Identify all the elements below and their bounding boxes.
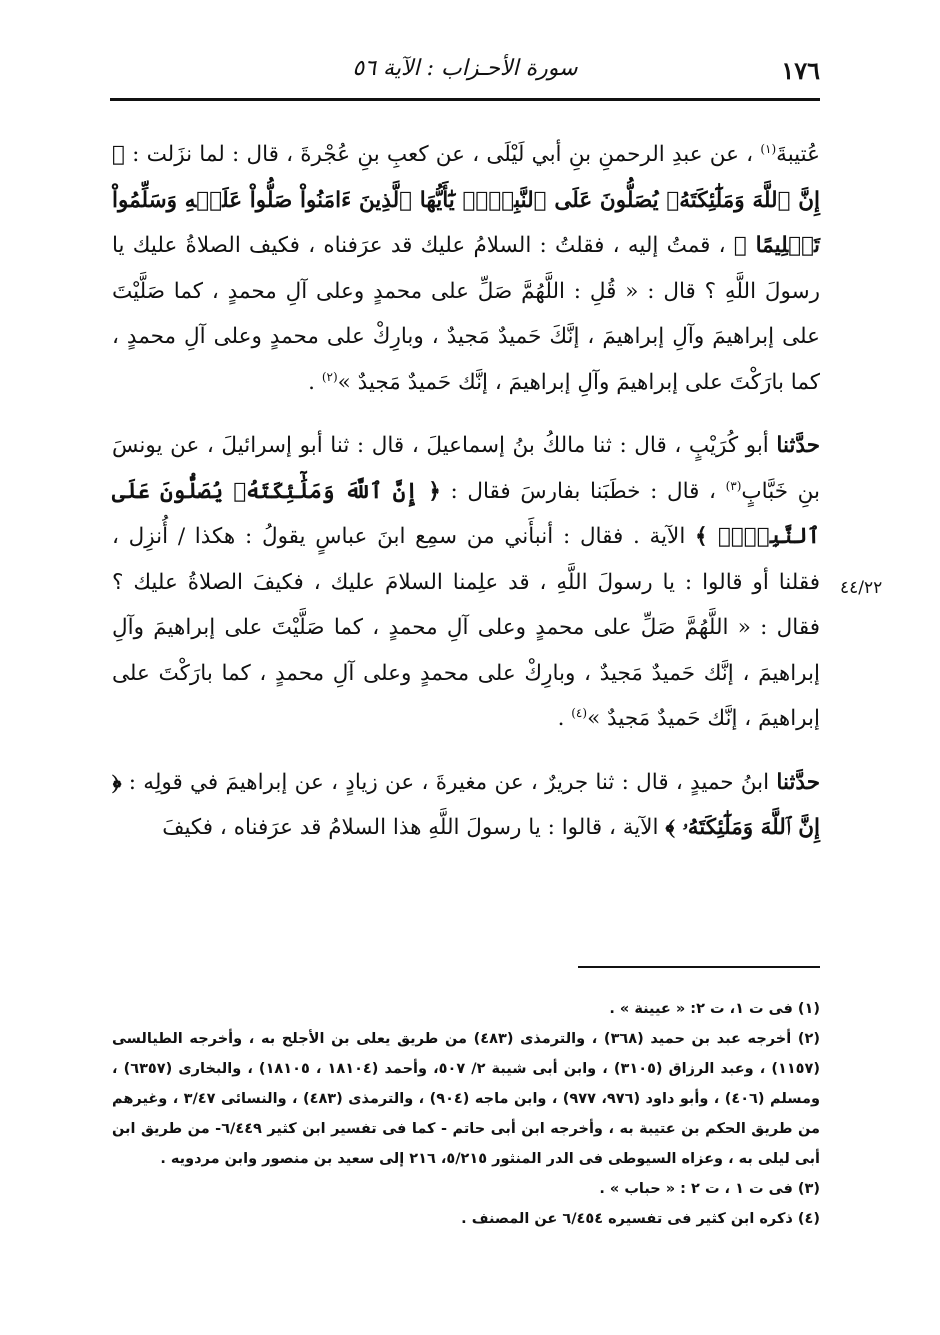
- footnote: (١) فى ت ١، ت ٢: « عيينة » .: [609, 1001, 820, 1017]
- running-title: سورة الأحـزاب : الآية ٥٦: [352, 56, 578, 81]
- paragraph: [112, 132, 820, 405]
- header-rule: [110, 98, 820, 101]
- paragraph-text: ، عن عبدِ الرحمنِ بنِ أبي لَيْلَى ، عن كعبِ بنِ عُجْرةَ ، قال : لما نزَلت :: [124, 142, 761, 167]
- paragraph-text: ابنُ حميدٍ ، قال : ثنا جريرٌ ، عن مغيرةَ ، عن زيادٍ ، عن إبراهيمَ في قولِه :: [121, 769, 777, 795]
- margin-reference: ٤٤/٢٢: [840, 578, 883, 598]
- paragraph-text: أبو كُرَيْبٍ ، قال : ثنا مالكُ بنُ إسماعيلَ ، قال : ثنا أبو إسرائيلَ ، عن يونسَ بنِ خَبَّابٍ: [112, 433, 820, 504]
- paragraph-text: .: [557, 706, 572, 731]
- footnote-marker: (٣): [725, 478, 742, 493]
- paragraph-text: .: [308, 369, 322, 395]
- footnote: (٢) أخرجه عبد بن حميد (٣٦٨) ، والترمذى (٤٨٣) من طريق يعلى بن الأجلح به ، وأخرجه الطيالسى (١١٥٧) ، وعبد الرزاق (٣١٠٥) ، وابن أبى شيبة ٢/ ٥٠٧، وأحمد (١٨١٠٤ ، ١٨١٠٥) ، والبخارى (٦٣٥٧) ، ومسلم (٤٠٦) ، وأبو داود (٩٧٦، ٩٧٧) ، وابن ماجه (٩٠٤) ، والترمذى (٤٨٣) ، والنسائى ٣/٤٧ ، وغيرهم من طريق الحكم بن عتيبة به ، وأخرجه ابن أبى حاتم - كما فى تفسير ابن كثير ٦/٤٤٩- من طريق ابن أبى ليلى به ، وعزاه السيوطى فى الدر المنثور ٥/٢١٥، ٢١٦ إلى سعيد بن منصور وابن مردويه .: [112, 1031, 821, 1167]
- quran-verse: ﴿ إِنَّ ٱللَّهَ وَمَلَٰٓئِكَتَهُۥ ﴾: [112, 769, 820, 840]
- hadith-lead-word: حدَّثنا: [776, 769, 820, 795]
- quran-verse: ﴿ إِنَّ ٱللَّهَ وَمَلَٰٓئِكَتَهُۥ يُصَلُّونَ عَلَى ٱلنَّبِيِّۚ يَٰٓأَيُّهَا ٱلَّذِينَ ءَامَنُواْ صَلُّواْ عَلَيۡهِ وَسَلِّمُواْ تَسۡلِيمًا ﴾: [112, 142, 820, 258]
- paragraph: [112, 760, 820, 851]
- footnote: (٤) ذكره ابن كثير فى تفسيره ٦/٤٥٤ عن المصنف .: [461, 1211, 820, 1227]
- main-text: [112, 132, 820, 851]
- footnote-marker: (٤): [571, 705, 588, 720]
- paragraph-text: ، قمتُ إليه ، فقلتُ : السلامُ عليك قد عرَفناه ، فكيف الصلاةُ عليك يا رسولَ اللَّهِ ؟ قال : « قُلِ : اللَّهُمَّ صَلِّ على محمدٍ وعلى آلِ محمدٍ ، كما صَلَّيْتَ على إبراهيمَ وآلِ إبراهيمَ ، إنَّكَ حَميدٌ مَجيدٌ ، وبارِكْ على محمدٍ وعلى آلِ محمدٍ ، كما بارَكْتَ على إبراهيمَ وآلِ إبراهيمَ ، إنَّك حَميدٌ مَجيدٌ »: [112, 233, 820, 395]
- footnote-rule: [578, 966, 820, 968]
- footnotes: [112, 994, 820, 1234]
- hadith-lead-word: حدَّثنا: [776, 433, 820, 458]
- page-header: [110, 50, 820, 94]
- page-number: ١٧٦: [781, 56, 820, 85]
- footnote-marker: (٢): [321, 369, 338, 384]
- paragraph-text: ، قال : خطَبَنا بفارسَ فقال :: [440, 478, 726, 504]
- paragraph: [112, 423, 820, 742]
- quran-verse: ﴿ إِنَّ ٱللَّهَ وَمَلَٰٓئِكَتَهُۥ يُصَلُّونَ عَلَى ٱلنَّبِيِّۚ ﴾: [112, 478, 820, 549]
- paragraph-text: الآية ، قالوا : يا رسولَ اللَّهِ هذا السلامُ قد عرَفناه ، فكيفَ: [162, 815, 666, 840]
- paragraph-text: الآية . فقال : أنبأَني من سمِع ابنَ عباسٍ يقولُ : هكذا / أُنزِل ، فقلنا أو قالوا : يا رسولَ اللَّهِ ، قد علِمنا السلامَ عليك ، فكيفَ الصلاةُ عليك ؟ فقال : « اللَّهُمَّ صَلِّ على محمدٍ وعلى آلِ محمدٍ ، كما صَلَّيْتَ على إبراهيمَ وآلِ إبراهيمَ ، إنَّك حَميدٌ مَجيدٌ ، وبارِكْ على محمدٍ وعلى آلِ محمدٍ ، كما بارَكْتَ على إبراهيمَ ، إنَّك حَميدٌ مَجيدٌ »: [112, 524, 820, 731]
- footnote-marker: (١): [760, 141, 777, 156]
- paragraph-text: عُتيبةَ: [776, 142, 820, 167]
- footnote: (٣) فى ت ١ ، ت ٢ : « حباب » .: [599, 1181, 820, 1197]
